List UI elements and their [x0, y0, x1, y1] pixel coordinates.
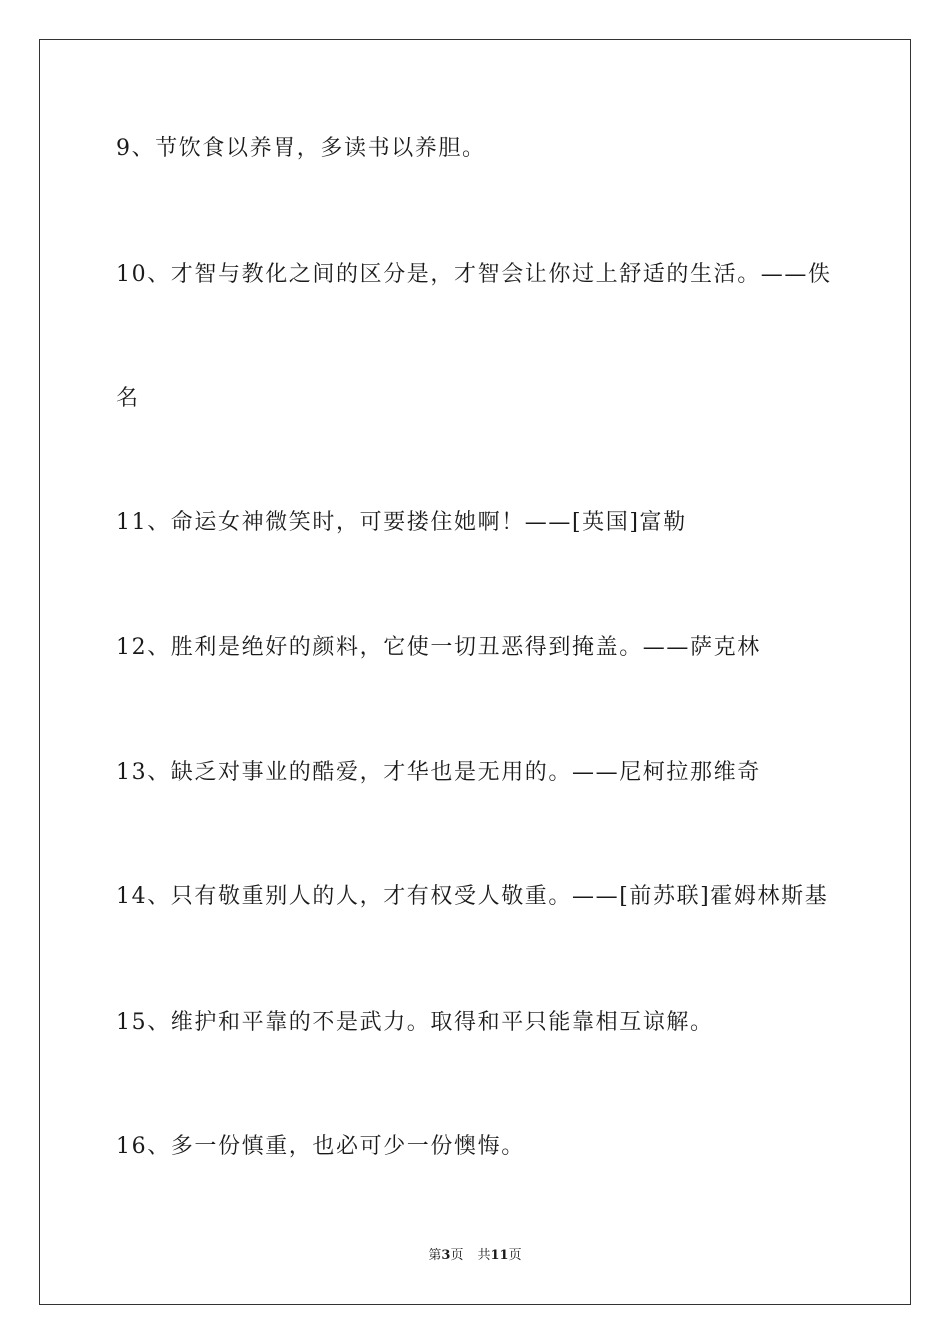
- quote-line-10: 10、才智与教化之间的区分是，才智会让你过上舒适的生活。——佚: [116, 262, 832, 287]
- total-prefix: 共: [477, 1248, 491, 1263]
- total-pages: 11: [490, 1248, 509, 1263]
- quote-line-10-continued: 名: [116, 386, 140, 411]
- page-footer: [0, 1247, 950, 1265]
- quote-line-9: 9、节饮食以养胃，多读书以养胆。: [116, 136, 486, 161]
- page-prefix: 第: [428, 1248, 442, 1263]
- quote-line-15: 15、维护和平靠的不是武力。取得和平只能靠相互谅解。: [116, 1010, 714, 1035]
- quote-line-16: 16、多一份慎重，也必可少一份懊悔。: [116, 1134, 525, 1159]
- page-suffix: 页: [450, 1248, 464, 1263]
- page-number: 3: [441, 1248, 451, 1263]
- quote-line-12: 12、胜利是绝好的颜料，它使一切丑恶得到掩盖。——萨克林: [116, 635, 761, 660]
- quote-line-13: 13、缺乏对事业的酷爱，才华也是无用的。——尼柯拉那维奇: [116, 760, 761, 785]
- quote-line-11: 11、命运女神微笑时，可要搂住她啊！——[英国]富勒: [116, 510, 687, 535]
- total-suffix: 页: [508, 1248, 522, 1263]
- page-border: [39, 39, 911, 1305]
- quote-line-14: 14、只有敬重别人的人，才有权受人敬重。——[前苏联]霍姆林斯基: [116, 884, 829, 909]
